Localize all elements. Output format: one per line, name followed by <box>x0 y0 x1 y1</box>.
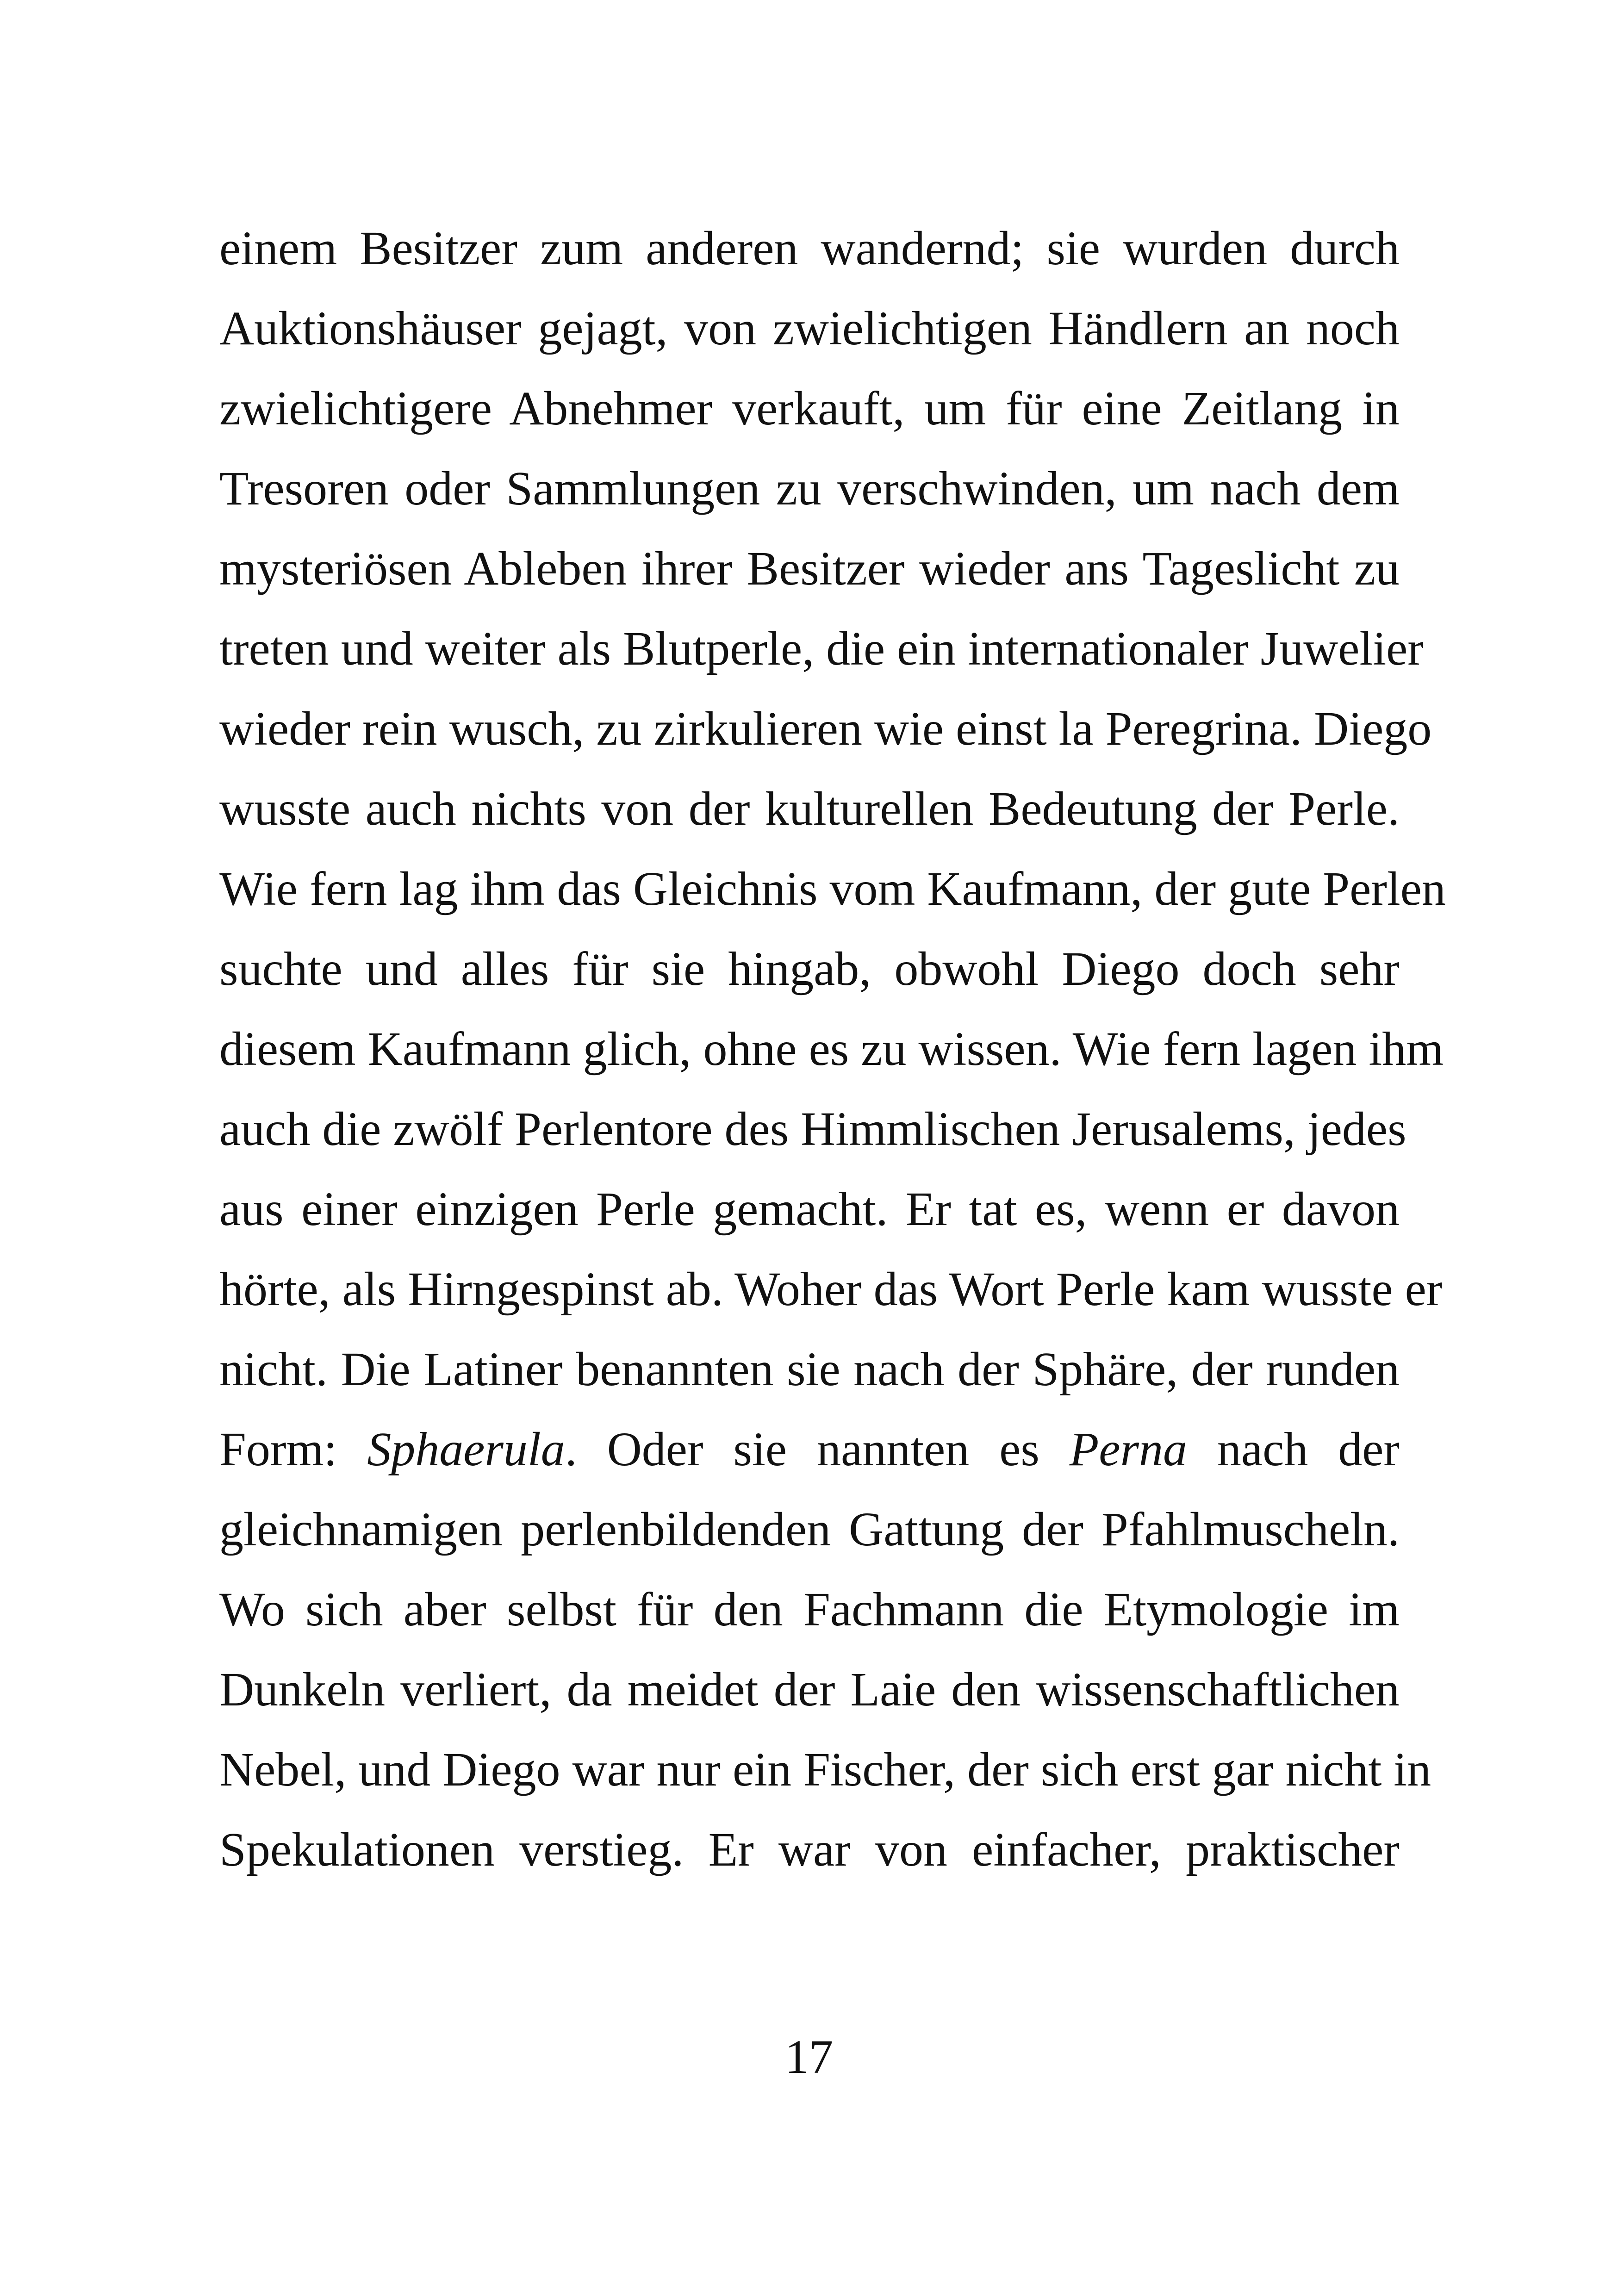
italic-term-sphaerula: Sphaerula <box>367 1423 565 1476</box>
text-fragment: nach der <box>1217 1423 1400 1476</box>
text-line: Wo sich aber selbst für den Fachmann die Etymologie im <box>219 1583 1400 1636</box>
text-line: Wie fern lag ihm das Gleichnis vom Kaufmann, der gute Perlen <box>219 862 1446 915</box>
text-line: Dunkeln verliert, da meidet der Laie den wissenschaftlichen <box>219 1663 1400 1716</box>
text-line: Spekulationen verstieg. Er war von einfacher, praktischer <box>219 1823 1400 1876</box>
text-line: wieder rein wusch, zu zirkulieren wie einst la Peregrina. Diego <box>219 702 1432 755</box>
text-line: suchte und alles für sie hingab, obwohl Diego doch sehr <box>219 942 1400 996</box>
text-line-with-italics <box>219 1409 1400 1489</box>
text-line: aus einer einzigen Perle gemacht. Er tat es, wenn er davon <box>219 1182 1400 1236</box>
text-line: hörte, als Hirngespinst ab. Woher das Wort Perle kam wusste er <box>219 1263 1443 1316</box>
text-line: treten und weiter als Blutperle, die ein internationaler Juwelier <box>219 622 1424 675</box>
text-fragment: Form: <box>219 1423 337 1476</box>
text-line: gleichnamigen perlenbildenden Gattung der Pfahlmuscheln. <box>219 1503 1400 1556</box>
text-line: Nebel, und Diego war nur ein Fischer, der sich erst gar nicht in <box>219 1743 1431 1796</box>
text-line: auch die zwölf Perlentore des Himmlischen Jerusalems, jedes <box>219 1102 1406 1156</box>
text-line: einem Besitzer zum anderen wandernd; sie wurden durch <box>219 222 1400 275</box>
text-fragment: . Oder sie nannten es <box>565 1423 1039 1476</box>
text-line: diesem Kaufmann glich, ohne es zu wissen. Wie fern lagen ihm <box>219 1022 1444 1076</box>
text-line: Auktionshäuser gejagt, von zwielichtigen Händlern an noch <box>219 302 1400 355</box>
text-line: nicht. Die Latiner benannten sie nach der Sphäre, der runden <box>219 1343 1400 1396</box>
text-line: wusste auch nichts von der kulturellen Bedeutung der Perle. <box>219 782 1400 835</box>
body-text <box>219 208 1446 1890</box>
text-line: zwielichtigere Abnehmer verkauft, um für eine Zeitlang in <box>219 382 1400 435</box>
text-line: mysteriösen Ableben ihrer Besitzer wieder ans Tageslicht zu <box>219 542 1400 595</box>
page-number: 17 <box>785 2030 833 2084</box>
text-line: Tresoren oder Sammlungen zu verschwinden, um nach dem <box>219 462 1400 515</box>
italic-term-perna: Perna <box>1069 1423 1187 1476</box>
